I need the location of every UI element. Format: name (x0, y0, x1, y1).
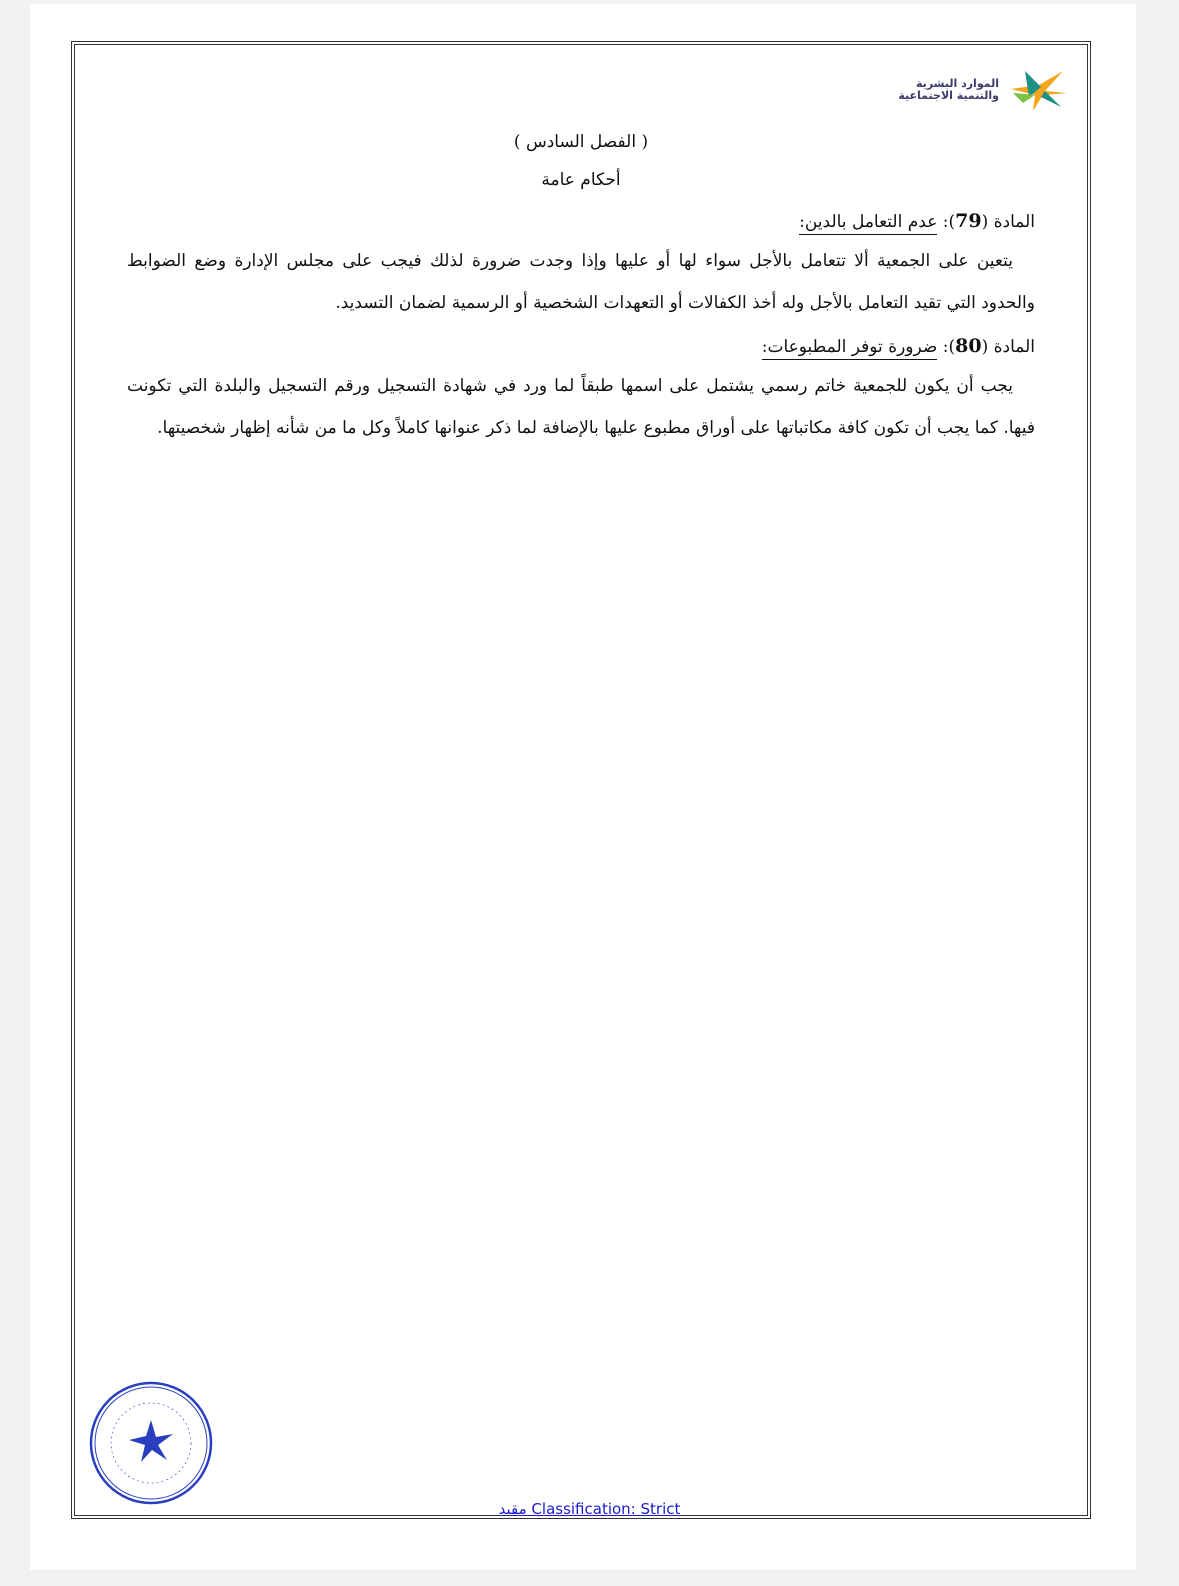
article-79-body: يتعين على الجمعية ألا تتعامل بالأجل سواء لها أو عليها وإذا وجدت ضرورة لذلك فيجب على مجلس الإدارة وضع الضوابط والحدود التي تقيد التعامل بالأجل وله أخذ الكفالات أو التعهدات الشخصية أو الرسمية لضمان التسديد. (127, 251, 1035, 313)
logo-line-2: والتنمية الاجتماعية (898, 89, 999, 102)
article-suffix: ): (937, 212, 956, 232)
article-title: ضرورة توفر المطبوعات: (762, 337, 938, 360)
article-prefix: المادة ( (981, 212, 1035, 232)
official-stamp (88, 1380, 214, 1506)
article-80-body: يجب أن يكون للجمعية خاتم رسمي يشتمل على اسمها طبقاً لما ورد في شهادة التسجيل ورقم التسجيل والبلدة التي تكونت فيها. كما يجب أن تكون كافة مكاتباتها على أوراق مطبوع عليها بالإضافة لما ذكر عنوانها كاملاً وكل ما من شأنه إظهار شخصيتها. (127, 376, 1035, 438)
article-79-heading (127, 203, 1035, 240)
logo-line-1: الموارد البشرية (916, 77, 999, 90)
classification-footer (0, 1500, 1179, 1518)
document-body (127, 123, 1035, 449)
article-suffix: ): (937, 337, 956, 357)
article-number: 79 (955, 210, 982, 232)
article-number: 80 (955, 335, 982, 357)
ministry-logo (898, 67, 1069, 113)
chapter-title: ( الفصل السادس ) (513, 132, 649, 152)
chapter-subtitle: أحكام عامة (541, 170, 621, 190)
article-prefix: المادة ( (981, 337, 1035, 357)
article-title: عدم التعامل بالدين: (799, 212, 937, 235)
article-80-heading (127, 328, 1035, 365)
page-frame (74, 44, 1088, 1516)
classification-label: مقيد Classification: Strict (498, 1500, 681, 1518)
stamp-star-icon (129, 1420, 173, 1462)
ministry-star-icon (1005, 67, 1069, 113)
